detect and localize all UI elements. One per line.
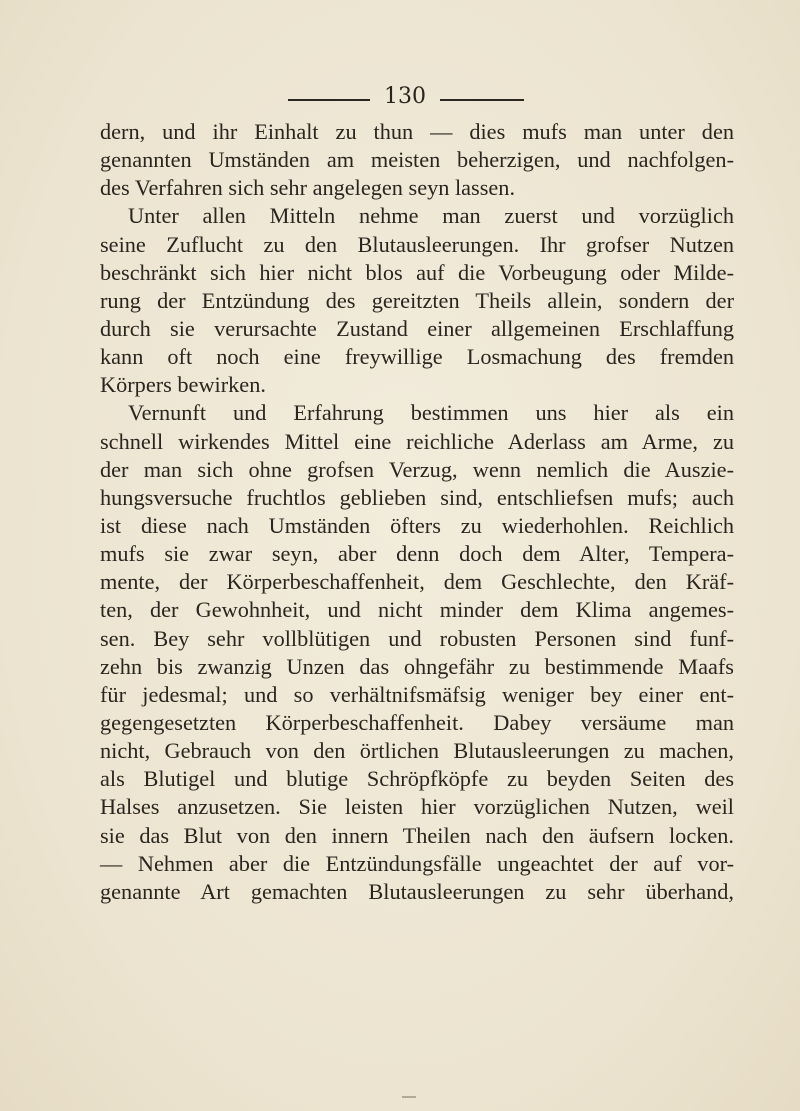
text-line: gegengesetzten Körperbeschaffenheit. Dabey versäume man bbox=[100, 709, 734, 735]
text-line: Vernunft und Erfahrung bestimmen uns hier als ein bbox=[128, 400, 734, 426]
page-bottom-mark bbox=[402, 1096, 416, 1098]
body-text bbox=[100, 118, 734, 906]
text-line: mufs sie zwar seyn, aber denn doch dem Alter, Tempera- bbox=[100, 541, 734, 567]
text-line: sen. Bey sehr vollblütigen und robusten Personen sind funf- bbox=[100, 625, 734, 651]
text-line: dern, und ihr Einhalt zu thun — dies mufs man unter den bbox=[100, 119, 734, 144]
text-line: genannte Art gemachten Blutausleerungen zu sehr überhand, bbox=[100, 878, 734, 904]
text-line: genannten Umständen am meisten beherzigen, und nachfolgen- bbox=[100, 147, 734, 173]
text-line: kann oft noch eine freywillige Losmachung des fremden bbox=[100, 344, 734, 370]
text-line: hungsversuche fruchtlos geblieben sind, entschliefsen mufs; auch bbox=[100, 484, 734, 510]
page-number: 130 bbox=[384, 84, 426, 109]
text-line: durch sie verursachte Zustand einer allgemeinen Erschlaffung bbox=[100, 315, 734, 341]
text-line: — Nehmen aber die Entzündungsfälle ungeachtet der auf vor- bbox=[100, 850, 734, 876]
page-header bbox=[288, 82, 524, 112]
header-rule-left bbox=[288, 99, 370, 101]
text-line: ist diese nach Umständen öfters zu wiederhohlen. Reichlich bbox=[100, 512, 734, 538]
text-line: mente, der Körperbeschaffenheit, dem Geschlechte, den Kräf- bbox=[100, 569, 734, 595]
text-line: sie das Blut von den innern Theilen nach den äufsern locken. bbox=[100, 822, 734, 848]
text-line: Körpers bewirken. bbox=[100, 372, 266, 398]
text-line: ten, der Gewohnheit, und nicht minder dem Klima angemes- bbox=[100, 597, 734, 623]
text-line: rung der Entzündung des gereitzten Theils allein, sondern der bbox=[100, 287, 734, 313]
text-line: der man sich ohne grofsen Verzug, wenn nemlich die Auszie- bbox=[100, 456, 734, 482]
text-line: nicht, Gebrauch von den örtlichen Blutausleerungen zu machen, bbox=[100, 738, 734, 764]
text-line: zehn bis zwanzig Unzen das ohngefähr zu bestimmende Maafs bbox=[100, 653, 734, 679]
text-line: für jedesmal; und so verhältnifsmäfsig weniger bey einer ent- bbox=[100, 681, 734, 707]
text-line: Halses anzusetzen. Sie leisten hier vorzüglichen Nutzen, weil bbox=[100, 794, 734, 820]
text-line: schnell wirkendes Mittel eine reichliche Aderlass am Arme, zu bbox=[100, 428, 734, 454]
header-rule-right bbox=[440, 99, 524, 101]
text-line: Unter allen Mitteln nehme man zuerst und vorzüglich bbox=[128, 203, 734, 229]
text-line: seine Zuflucht zu den Blutausleerungen. Ihr grofser Nutzen bbox=[100, 231, 734, 257]
text-line: beschränkt sich hier nicht blos auf die Vorbeugung oder Milde- bbox=[100, 259, 734, 285]
text-line: als Blutigel und blutige Schröpfköpfe zu beyden Seiten des bbox=[100, 766, 734, 792]
text-line: des Verfahren sich sehr angelegen seyn lassen. bbox=[100, 175, 516, 201]
